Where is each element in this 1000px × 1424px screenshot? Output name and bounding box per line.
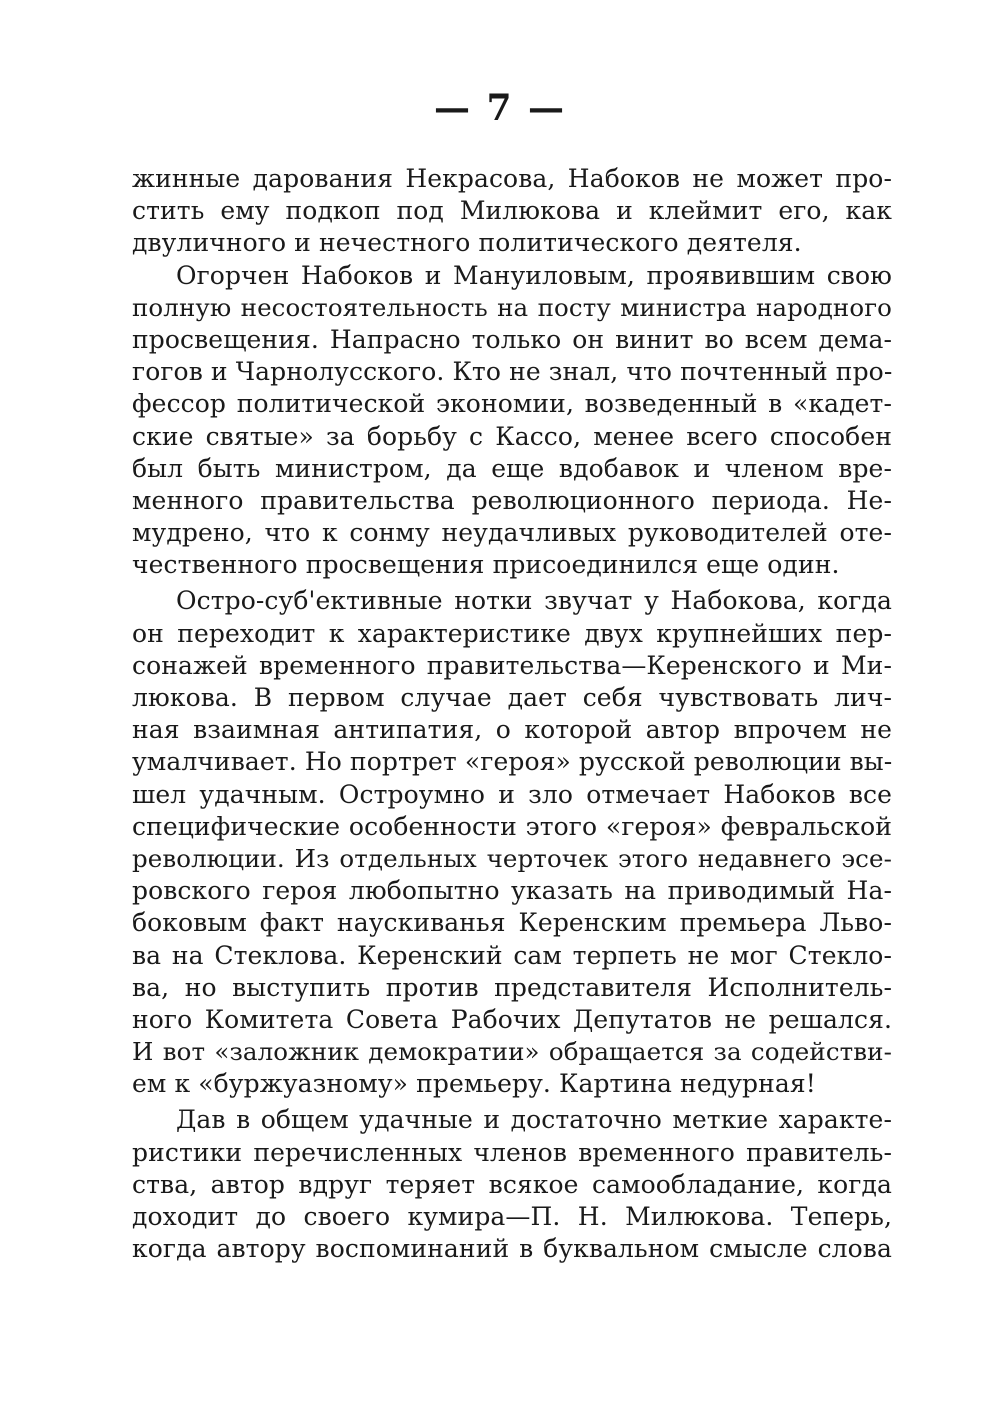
text-line: мудрено, что к сонму неудачливых руководителей оте-: [132, 518, 892, 548]
text-line: стить ему подкоп под Милюкова и клеймит его, как: [132, 196, 892, 226]
text-line: революции. Из отдельных черточек этого недавнего эсе-: [132, 843, 892, 873]
text-line: просвещения. Напрасно только он винит во всем дема-: [132, 324, 892, 354]
text-line: ва на Стеклова. Керенский сам терпеть не мог Стекло-: [132, 940, 892, 970]
paragraph: [132, 1104, 892, 1265]
text-line: ная взаимная антипатия, о которой автор впрочем не: [132, 715, 892, 745]
text-line: Огорчен Набоков и Мануиловым, проявившим свою: [176, 260, 892, 290]
text-line: доходит до своего кумира—П. Н. Милюкова. Теперь,: [132, 1202, 892, 1231]
text-line: люкова. В первом случае дает себя чувствовать лич-: [132, 683, 892, 712]
text-line: он переходит к характеристике двух крупнейших пер-: [132, 618, 892, 648]
text-line: ва, но выступить против представителя Исполнитель-: [132, 972, 892, 1002]
text-line: боковым факт наускиванья Керенским премьера Льво-: [132, 908, 892, 938]
body-text: [132, 163, 892, 1265]
text-line: чественного просвещения присоединился еще один.: [132, 550, 840, 580]
text-line: умалчивает. Но портрет «героя» русской революции вы-: [132, 747, 893, 777]
text-line: ские святые» за борьбу с Кассо, менее всего способен: [132, 421, 892, 451]
text-line: Дав в общем удачные и достаточно меткие характе-: [176, 1105, 892, 1135]
page-number: — 7 —: [433, 87, 567, 129]
paragraph: [132, 585, 892, 1100]
text-line: двуличного и нечестного политического деятеля.: [132, 228, 802, 258]
text-line: шел удачным. Остроумно и зло отмечает Набоков все: [132, 779, 892, 809]
text-line: ровского героя любопытно указать на приводимый На-: [132, 876, 892, 906]
text-line: Остро-суб'ективные нотки звучат у Набокова, когда: [176, 586, 892, 616]
paragraph: [132, 163, 892, 260]
text-line: фессор политической экономии, возведенный в «кадет-: [132, 389, 892, 419]
text-line: был быть министром, да еще вдобавок и членом вре-: [132, 453, 892, 483]
text-line: сонажей временного правительства—Керенского и Ми-: [132, 650, 892, 680]
text-line: специфические особенности этого «героя» февральской: [132, 811, 892, 841]
paragraph: [132, 260, 892, 582]
text-line: жинные дарования Некрасова, Набоков не может про-: [132, 164, 892, 193]
text-line: гогов и Чарнолусского. Кто не знал, что почтенный про-: [132, 357, 893, 387]
text-line: ем к «буржуазному» премьеру. Картина недурная!: [132, 1069, 816, 1099]
text-line: И вот «заложник демократии» обращается за содействи-: [132, 1037, 892, 1067]
text-line: ства, автор вдруг теряет всякое самообладание, когда: [132, 1169, 892, 1199]
text-line: когда автору воспоминаний в буквальном смысле слова: [132, 1234, 892, 1264]
text-line: полную несостоятельность на посту министра народного: [132, 292, 892, 322]
text-line: менного правительства революционного периода. Не-: [132, 485, 892, 515]
text-line: ного Комитета Совета Рабочих Депутатов не решался.: [132, 1004, 892, 1034]
text-line: ристики перечисленных членов временного правитель-: [132, 1137, 892, 1167]
